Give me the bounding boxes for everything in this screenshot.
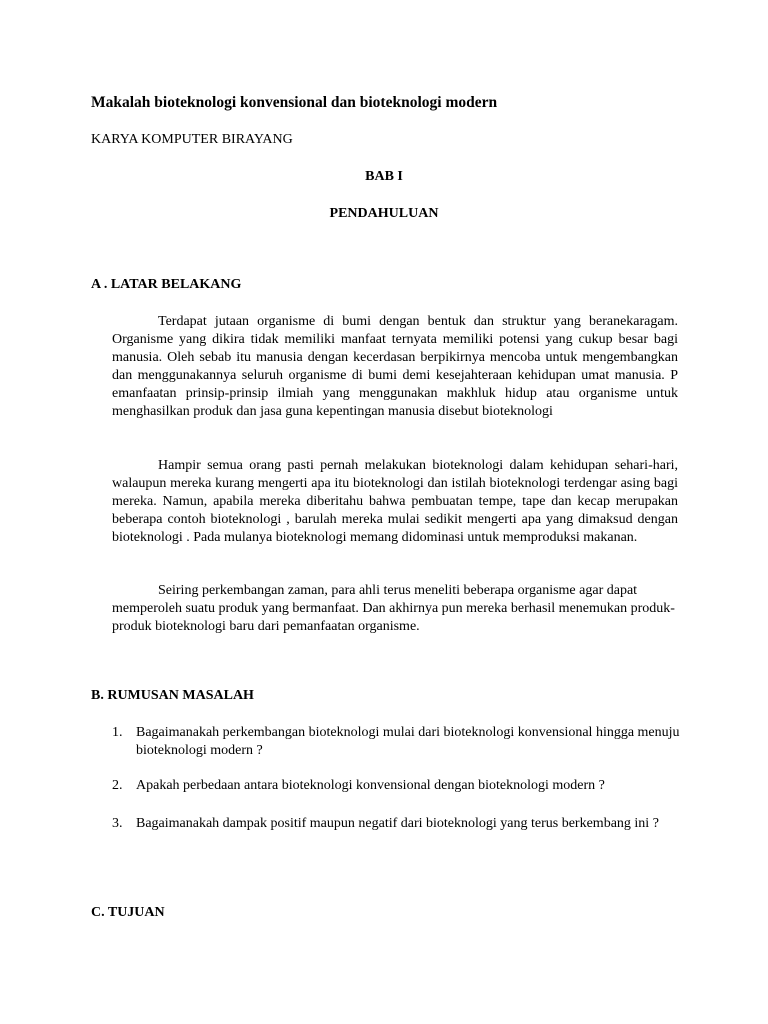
list-item-text: Bagaimanakah perkembangan bioteknologi mulai dari bioteknologi konvensional hingga menuju bioteknologi modern ? [136, 725, 680, 758]
section-heading-rumusan-masalah: B. RUMUSAN MASALAH [91, 688, 254, 703]
chapter-title: PENDAHULUAN [329, 206, 439, 221]
author-line: KARYA KOMPUTER BIRAYANG [91, 132, 293, 147]
document-title: Makalah bioteknologi konvensional dan bioteknologi modern [91, 94, 498, 111]
list-item-text: Apakah perbedaan antara bioteknologi konvensional dengan bioteknologi modern ? [136, 778, 605, 793]
paragraph: Seiring perkembangan zaman, para ahli terus meneliti beberapa organisme agar dapat memperoleh suatu produk yang bermanfaat. Dan akhirnya pun mereka berhasil menemukan produk-produk bioteknologi baru dari pemanfaatan organisme. [112, 583, 675, 634]
paragraph: Hampir semua orang pasti pernah melakukan bioteknologi dalam kehidupan sehari-hari, walaupun mereka kurang mengerti apa itu bioteknologi dan istilah bioteknologi terdengar asing bagi mereka. Namun, apabila mereka diberitahu bahwa pembuatan tempe, tape dan kecap merupakan beberapa contoh bioteknologi , barulah mereka mulai sedikit mengerti apa yang dimaksud dengan bioteknologi . Pada mulanya bioteknologi memang didominasi untuk memproduksi makanan. [112, 458, 678, 545]
list-item-number: 2. [112, 778, 123, 793]
list-item [112, 724, 682, 760]
section-heading-latar-belakang: A . LATAR BELAKANG [91, 277, 242, 292]
chapter-label: BAB I [365, 169, 403, 184]
paragraph: Terdapat jutaan organisme di bumi dengan bentuk dan struktur yang beranekaragam. Organisme yang dikira tidak memiliki manfaat ternyata memiliki potensi yang cukup besar bagi manusia. Oleh sebab itu manusia dengan kecerdasan berpikirnya mencoba untuk mengembangkan dan menggunakannya seluruh organisme di bumi demi kesejahteraan kehidupan umat manusia. P emanfaatan prinsip-prinsip ilmiah yang menggunakan makhluk hidup atau organisme untuk menghasilkan produk dan jasa guna kepentingan manusia disebut bioteknologi [112, 314, 678, 419]
list-item [112, 777, 682, 795]
list-item-number: 3. [112, 816, 123, 831]
list-item [112, 815, 682, 833]
list-item-number: 1. [112, 725, 123, 740]
section-heading-tujuan: C. TUJUAN [91, 905, 165, 920]
list-item-text: Bagaimanakah dampak positif maupun negatif dari bioteknologi yang terus berkembang ini ? [136, 816, 659, 831]
